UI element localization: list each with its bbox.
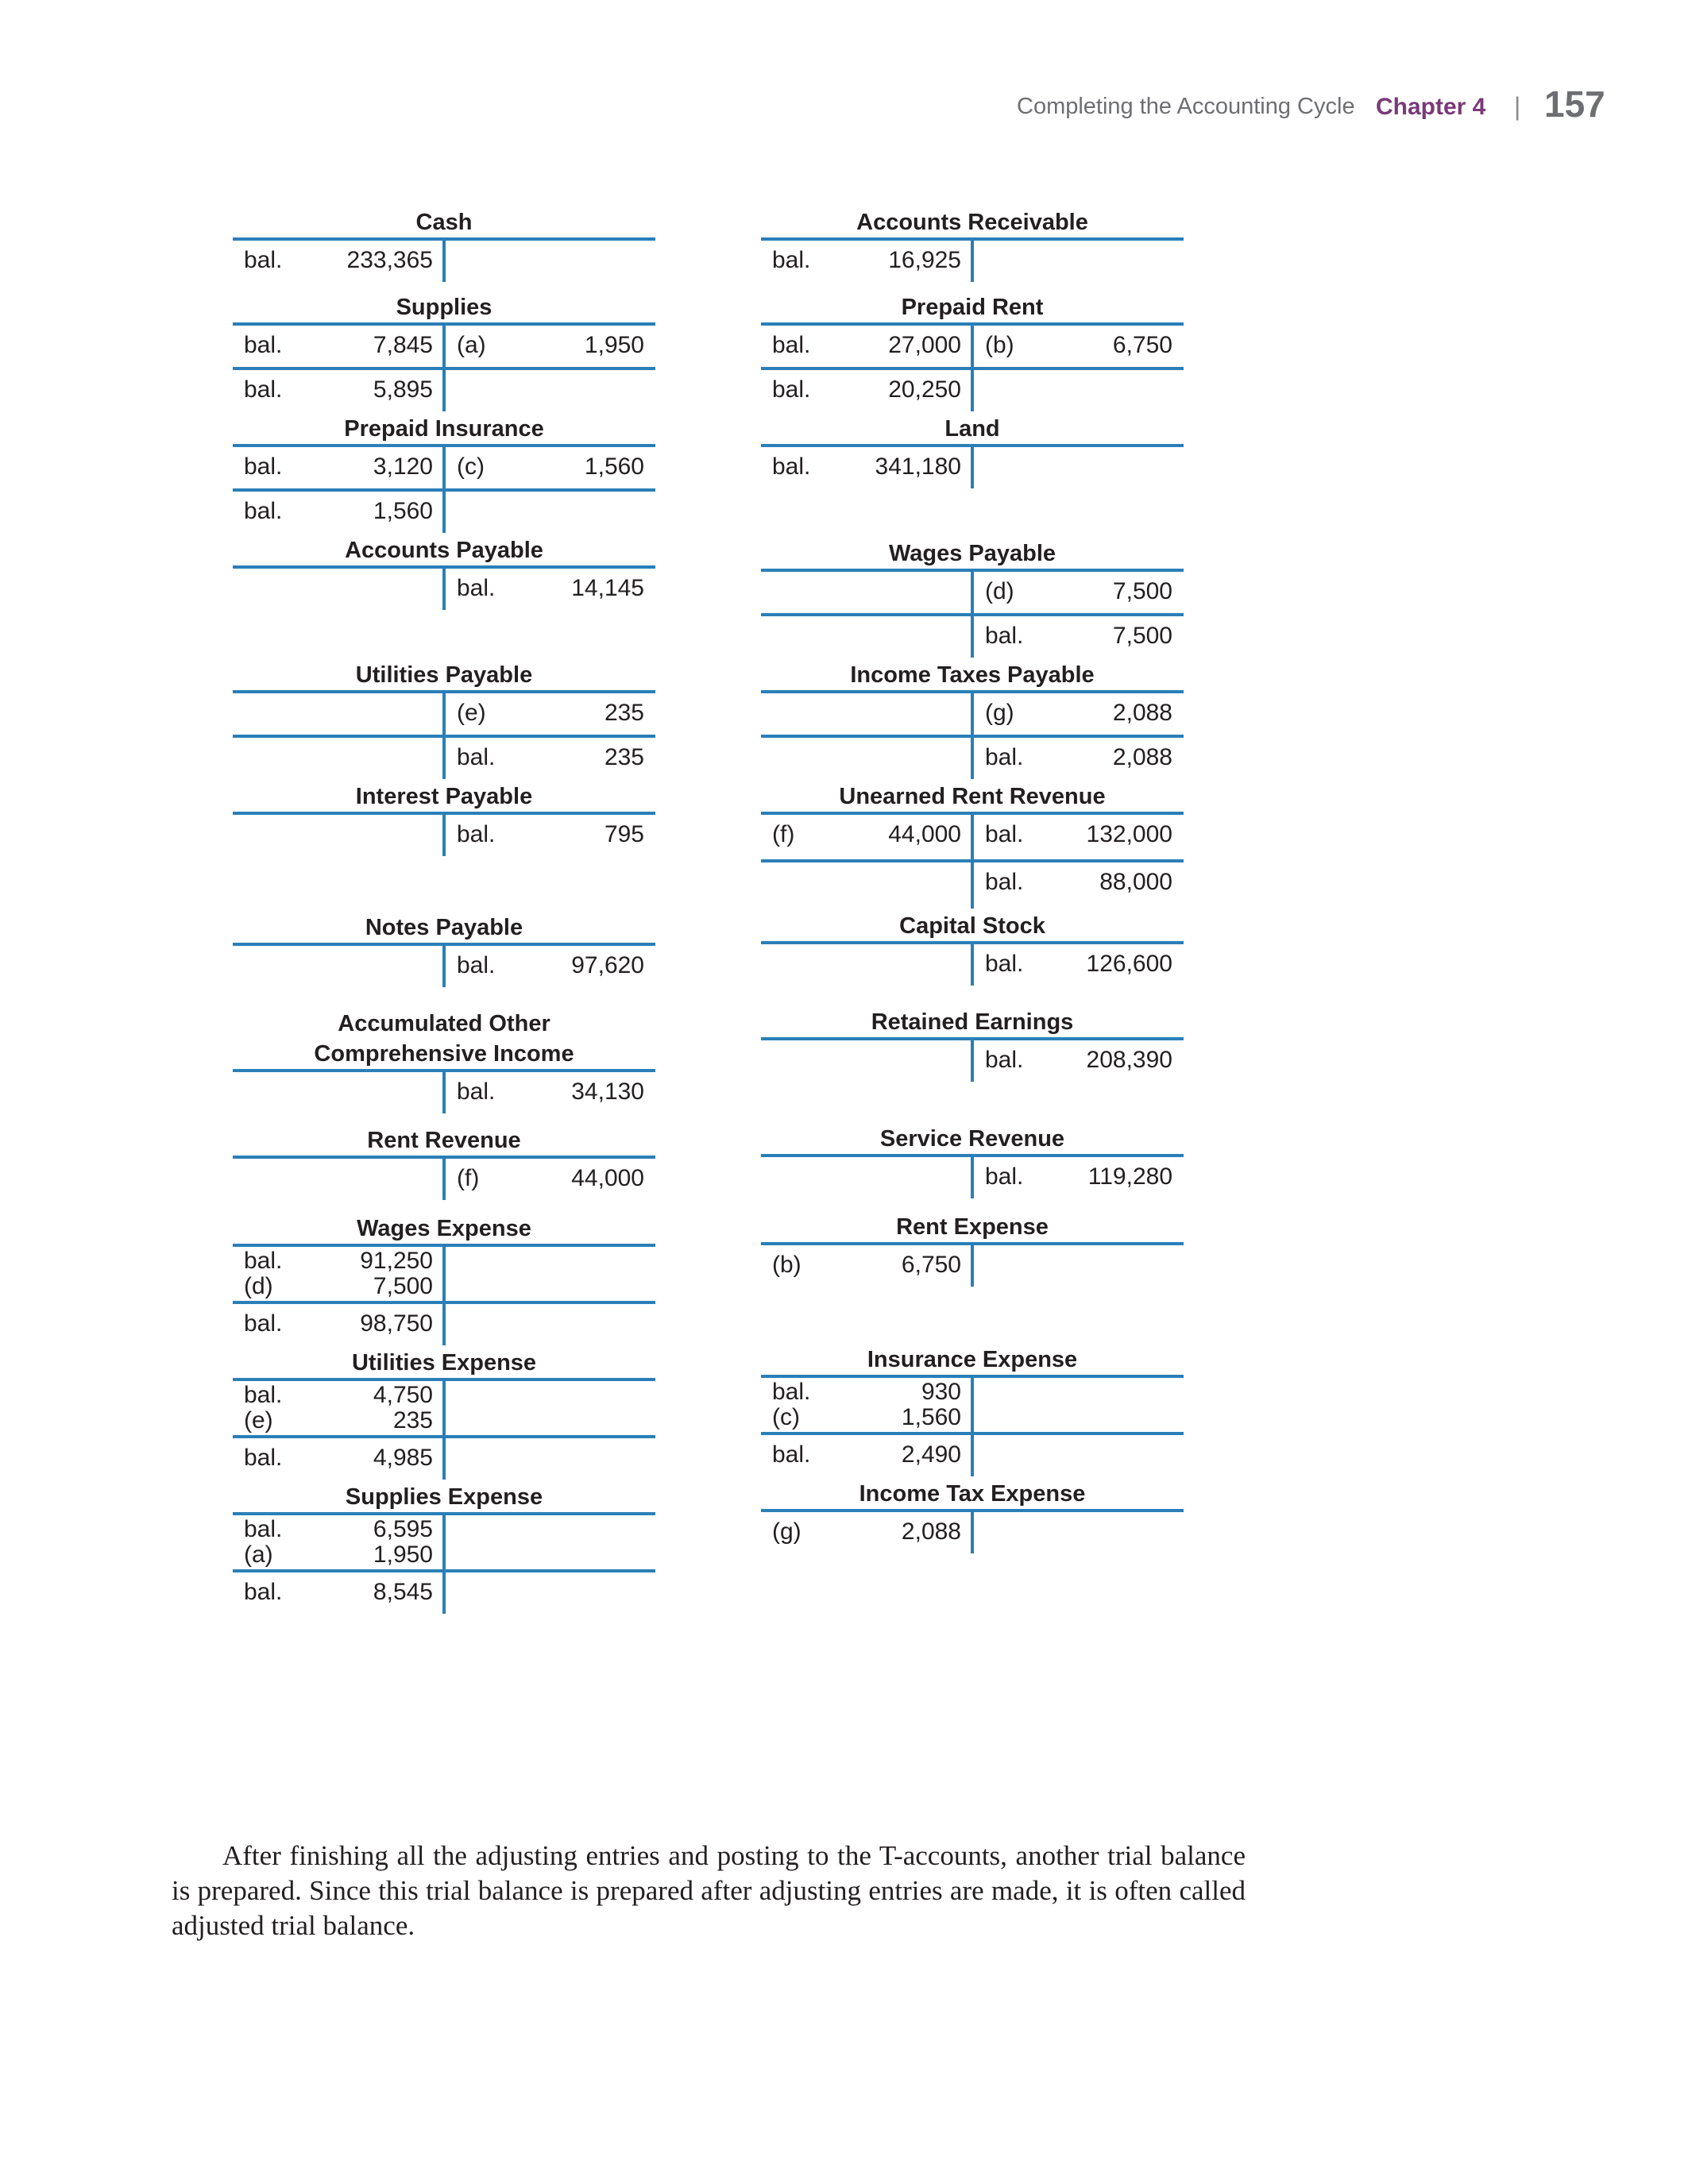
t-account-aoci bbox=[233, 1006, 655, 1113]
right-column bbox=[761, 205, 1184, 1553]
t-row bbox=[233, 492, 655, 533]
credit-label: bal. bbox=[985, 951, 1024, 977]
t-account-body bbox=[233, 812, 655, 856]
account-title: Supplies Expense bbox=[345, 1484, 543, 1510]
t-account-body bbox=[233, 565, 655, 610]
t-account-balance bbox=[761, 859, 1184, 909]
t-account-body bbox=[761, 237, 1184, 282]
t-account-body bbox=[233, 444, 655, 488]
t-account-balance bbox=[233, 1435, 655, 1480]
t-account-balance bbox=[233, 367, 655, 411]
t-account-body bbox=[761, 444, 1184, 488]
debit-value: 20,250 bbox=[888, 376, 961, 403]
credit-value: 208,390 bbox=[1086, 1047, 1172, 1073]
debit-label: (f) bbox=[772, 821, 795, 847]
t-row bbox=[233, 370, 655, 411]
t-account-body bbox=[233, 1512, 655, 1569]
credit-label: bal. bbox=[985, 869, 1024, 895]
t-row bbox=[761, 944, 1184, 986]
t-row bbox=[233, 693, 655, 735]
debit-values bbox=[902, 1379, 961, 1430]
debit-value: 6,750 bbox=[901, 1252, 961, 1278]
credit-value: 126,600 bbox=[1086, 951, 1172, 977]
chapter-label: Chapter 4 bbox=[1376, 94, 1486, 120]
debit-label: bal. bbox=[244, 1579, 283, 1605]
debit-label: bal. bbox=[244, 1310, 283, 1337]
debit-label: bal. bbox=[244, 332, 283, 358]
t-row bbox=[233, 1072, 655, 1113]
t-row bbox=[233, 1247, 655, 1301]
account-title: Accounts Receivable bbox=[856, 210, 1088, 235]
debit-label: bal. bbox=[244, 498, 283, 524]
t-account-wages-expense bbox=[233, 1211, 655, 1345]
t-account-body bbox=[761, 941, 1184, 986]
t-account-unearned-rent-revenue bbox=[761, 779, 1184, 909]
t-row bbox=[233, 1572, 655, 1614]
t-account-prepaid-insurance bbox=[233, 411, 655, 533]
debit-label: bal. bbox=[244, 1445, 283, 1471]
account-title: Rent Revenue bbox=[367, 1128, 521, 1153]
t-account-balance bbox=[761, 1432, 1184, 1476]
debit-value: 235 bbox=[392, 1407, 433, 1433]
credit-value: 119,280 bbox=[1087, 1163, 1172, 1190]
t-row bbox=[233, 1515, 655, 1569]
t-account-accounts-receivable bbox=[761, 205, 1184, 282]
t-account-balance bbox=[233, 735, 655, 779]
account-title: Insurance Expense bbox=[867, 1347, 1078, 1372]
t-account-service-revenue bbox=[761, 1121, 1184, 1198]
debit-value: 27,000 bbox=[888, 332, 961, 358]
credit-value: 2,088 bbox=[1112, 700, 1172, 726]
debit-labels bbox=[244, 1517, 282, 1568]
credit-value: 1,560 bbox=[584, 453, 644, 480]
credit-label: bal. bbox=[457, 1078, 496, 1105]
debit-label: (c) bbox=[772, 1404, 800, 1430]
credit-value: 34,130 bbox=[571, 1078, 644, 1105]
header-separator: | bbox=[1514, 92, 1521, 121]
t-row bbox=[761, 738, 1184, 779]
t-account-body bbox=[761, 322, 1184, 367]
account-title: Service Revenue bbox=[879, 1126, 1065, 1152]
debit-label: bal. bbox=[772, 1441, 811, 1468]
credit-label: bal. bbox=[985, 821, 1024, 847]
t-row bbox=[761, 1245, 1184, 1287]
debit-value: 16,925 bbox=[888, 247, 961, 273]
t-account-body bbox=[233, 690, 655, 735]
credit-label: bal. bbox=[985, 623, 1024, 649]
t-row bbox=[233, 946, 655, 987]
t-account-retained-earnings bbox=[761, 1005, 1184, 1082]
t-row bbox=[761, 1435, 1184, 1476]
debit-value: 6,595 bbox=[373, 1516, 433, 1542]
t-row bbox=[233, 241, 655, 282]
t-account-notes-payable bbox=[233, 910, 655, 987]
t-account-body bbox=[233, 1244, 655, 1301]
account-title: Land bbox=[944, 416, 1000, 442]
t-account-body bbox=[761, 1375, 1184, 1432]
debit-values bbox=[373, 1383, 433, 1433]
account-title: Cash bbox=[415, 210, 473, 235]
debit-value: 91,250 bbox=[360, 1248, 433, 1274]
debit-value: 98,750 bbox=[360, 1310, 433, 1337]
t-account-body bbox=[233, 1069, 655, 1113]
debit-value: 8,545 bbox=[373, 1579, 433, 1605]
account-title: Supplies bbox=[396, 295, 492, 320]
debit-label: (b) bbox=[772, 1252, 802, 1278]
t-row bbox=[233, 569, 655, 610]
debit-label: bal. bbox=[772, 376, 811, 403]
debit-label: bal. bbox=[244, 1382, 283, 1408]
t-account-balance bbox=[233, 1301, 655, 1345]
t-account-rent-expense bbox=[761, 1210, 1184, 1287]
credit-label: bal. bbox=[985, 1163, 1024, 1190]
debit-label: bal. bbox=[244, 376, 283, 403]
t-account-utilities-expense bbox=[233, 1345, 655, 1480]
credit-value: 2,088 bbox=[1112, 744, 1172, 770]
account-title: Interest Payable bbox=[355, 784, 533, 809]
t-row bbox=[761, 447, 1184, 488]
t-row bbox=[761, 1512, 1184, 1553]
debit-value: 4,985 bbox=[373, 1445, 433, 1471]
t-account-body bbox=[761, 1242, 1184, 1287]
t-row bbox=[761, 572, 1184, 613]
t-account-balance bbox=[761, 613, 1184, 658]
t-row bbox=[233, 1438, 655, 1480]
credit-label: bal. bbox=[985, 1047, 1024, 1073]
t-row bbox=[761, 1040, 1184, 1082]
t-account-body bbox=[233, 322, 655, 367]
account-title: Prepaid Insurance bbox=[344, 416, 544, 442]
debit-values bbox=[360, 1248, 433, 1299]
t-account-body bbox=[233, 1378, 655, 1435]
debit-label: bal. bbox=[772, 247, 811, 273]
t-row bbox=[233, 815, 655, 856]
t-account-supplies-expense bbox=[233, 1480, 655, 1614]
account-title: Notes Payable bbox=[365, 915, 523, 940]
t-account-wages-payable bbox=[761, 536, 1184, 658]
debit-values bbox=[373, 1517, 433, 1568]
debit-value: 2,490 bbox=[901, 1441, 961, 1468]
debit-label: bal. bbox=[244, 1516, 283, 1542]
page-number: 157 bbox=[1544, 83, 1605, 125]
account-title: Prepaid Rent bbox=[901, 295, 1044, 320]
t-account-balance bbox=[761, 735, 1184, 779]
debit-label: (e) bbox=[244, 1407, 273, 1433]
debit-labels bbox=[244, 1383, 282, 1433]
debit-value: 2,088 bbox=[901, 1518, 961, 1545]
t-row bbox=[761, 1157, 1184, 1198]
debit-label: (d) bbox=[244, 1273, 273, 1299]
debit-label: bal. bbox=[244, 453, 283, 480]
credit-value: 97,620 bbox=[571, 952, 644, 978]
account-title: Utilities Expense bbox=[351, 1350, 537, 1376]
t-row bbox=[233, 1159, 655, 1200]
credit-label: bal. bbox=[457, 575, 496, 601]
t-row bbox=[233, 738, 655, 779]
debit-value: 5,895 bbox=[373, 376, 433, 403]
debit-value: 7,500 bbox=[373, 1273, 433, 1299]
credit-value: 795 bbox=[604, 821, 644, 847]
t-account-income-tax-expense bbox=[761, 1476, 1184, 1553]
credit-label: (e) bbox=[457, 700, 486, 726]
debit-value: 233,365 bbox=[346, 247, 433, 273]
credit-label: (f) bbox=[457, 1165, 480, 1191]
t-row bbox=[761, 815, 1184, 859]
account-title: Capital Stock bbox=[899, 913, 1045, 939]
t-account-supplies bbox=[233, 290, 655, 411]
t-account-utilities-payable bbox=[233, 658, 655, 779]
credit-label: (d) bbox=[985, 578, 1014, 604]
debit-label: (g) bbox=[772, 1518, 802, 1545]
t-account-body bbox=[761, 1037, 1184, 1082]
credit-label: (b) bbox=[985, 332, 1014, 358]
t-account-body bbox=[761, 1509, 1184, 1553]
debit-value: 1,950 bbox=[373, 1542, 433, 1568]
account-title bbox=[233, 1006, 655, 1069]
body-paragraph: After finishing all the adjusting entries and posting to the T-accounts, another trial balance is prepared. Since this trial balance is prepared after adjusting entries are made, it is often called adjusted trial balance. bbox=[172, 1840, 1246, 1941]
account-title: Wages Expense bbox=[357, 1216, 531, 1241]
account-title: Utilities Payable bbox=[355, 662, 533, 688]
debit-label: (a) bbox=[244, 1542, 273, 1568]
debit-value: 3,120 bbox=[373, 453, 433, 480]
t-row bbox=[233, 1381, 655, 1435]
debit-labels bbox=[244, 1248, 282, 1299]
t-account-interest-payable bbox=[233, 779, 655, 856]
debit-label: bal. bbox=[772, 453, 811, 480]
t-row bbox=[233, 447, 655, 488]
debit-label: bal. bbox=[244, 247, 283, 273]
t-account-capital-stock bbox=[761, 909, 1184, 986]
credit-label: bal. bbox=[985, 744, 1024, 770]
t-account-cash bbox=[233, 205, 655, 282]
debit-value: 1,560 bbox=[373, 498, 433, 524]
debit-value: 341,180 bbox=[875, 453, 961, 480]
debit-value: 7,845 bbox=[373, 332, 433, 358]
t-account-body bbox=[761, 690, 1184, 735]
t-account-income-taxes-payable bbox=[761, 658, 1184, 779]
account-title: Income Tax Expense bbox=[859, 1481, 1086, 1507]
t-account-body bbox=[761, 569, 1184, 613]
credit-value: 7,500 bbox=[1112, 623, 1172, 649]
credit-value: 44,000 bbox=[571, 1165, 644, 1191]
credit-value: 1,950 bbox=[584, 332, 644, 358]
credit-value: 132,000 bbox=[1086, 821, 1172, 847]
account-title: Unearned Rent Revenue bbox=[839, 784, 1106, 809]
t-row bbox=[233, 1304, 655, 1345]
t-account-balance bbox=[233, 488, 655, 533]
t-account-body bbox=[233, 943, 655, 987]
t-row bbox=[761, 370, 1184, 411]
account-title-line: Comprehensive Income bbox=[314, 1041, 574, 1067]
account-title: Wages Payable bbox=[888, 541, 1056, 566]
t-account-balance bbox=[761, 367, 1184, 411]
credit-label: bal. bbox=[457, 952, 496, 978]
t-account-accounts-payable bbox=[233, 533, 655, 610]
credit-label: bal. bbox=[457, 744, 496, 770]
account-title: Retained Earnings bbox=[871, 1009, 1074, 1035]
account-title-line: Accumulated Other bbox=[338, 1011, 550, 1036]
t-account-rent-revenue bbox=[233, 1123, 655, 1200]
credit-value: 235 bbox=[604, 744, 644, 770]
credit-label: (g) bbox=[985, 700, 1014, 726]
debit-label: bal. bbox=[772, 1379, 811, 1405]
page-header bbox=[0, 83, 1688, 130]
debit-label: bal. bbox=[244, 1248, 283, 1274]
t-row bbox=[233, 326, 655, 367]
t-row bbox=[761, 326, 1184, 367]
credit-value: 88,000 bbox=[1099, 869, 1172, 895]
t-row bbox=[761, 1378, 1184, 1432]
credit-value: 7,500 bbox=[1112, 578, 1172, 604]
t-account-land bbox=[761, 411, 1184, 488]
t-account-body bbox=[761, 1154, 1184, 1198]
credit-label: (a) bbox=[457, 332, 486, 358]
t-account-body bbox=[233, 1156, 655, 1200]
debit-value: 44,000 bbox=[888, 821, 961, 847]
credit-label: (c) bbox=[457, 453, 485, 480]
account-title: Rent Expense bbox=[896, 1214, 1049, 1240]
left-column bbox=[233, 205, 655, 1614]
t-row bbox=[761, 862, 1184, 909]
account-title: Income Taxes Payable bbox=[850, 662, 1095, 688]
credit-label: bal. bbox=[457, 821, 496, 847]
credit-value: 235 bbox=[604, 700, 644, 726]
account-title: Accounts Payable bbox=[345, 538, 543, 563]
debit-label: bal. bbox=[772, 332, 811, 358]
t-row bbox=[761, 693, 1184, 735]
t-row bbox=[761, 241, 1184, 282]
credit-value: 6,750 bbox=[1112, 332, 1172, 358]
t-account-insurance-expense bbox=[761, 1342, 1184, 1476]
t-row bbox=[761, 616, 1184, 658]
t-account-prepaid-rent bbox=[761, 290, 1184, 411]
debit-labels bbox=[772, 1379, 810, 1430]
credit-value: 14,145 bbox=[571, 575, 644, 601]
running-head-title: Completing the Accounting Cycle bbox=[1017, 94, 1355, 119]
debit-value: 1,560 bbox=[901, 1404, 961, 1430]
debit-value: 930 bbox=[921, 1379, 961, 1405]
t-account-body bbox=[233, 237, 655, 282]
debit-value: 4,750 bbox=[373, 1382, 433, 1408]
t-account-balance bbox=[233, 1569, 655, 1614]
t-account-body bbox=[761, 812, 1184, 859]
